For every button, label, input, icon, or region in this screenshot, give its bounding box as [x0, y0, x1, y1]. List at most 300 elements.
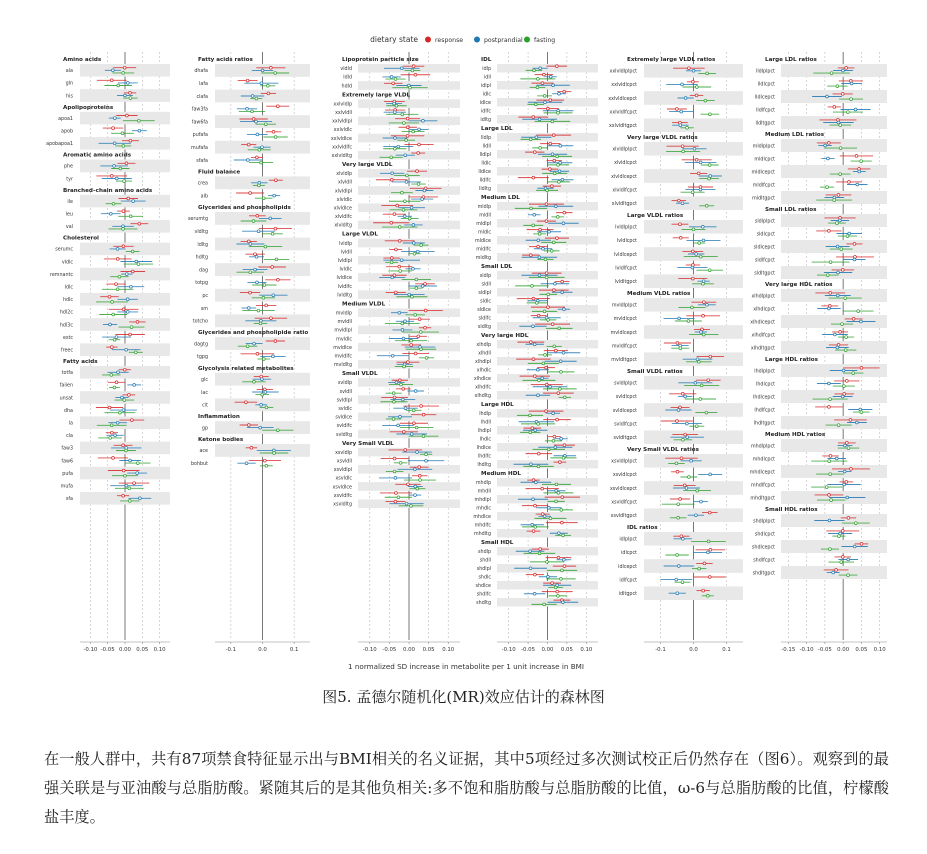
estimate-point-response [549, 142, 552, 145]
estimate-point-fasting [401, 113, 404, 116]
estimate-point-postprandial [256, 281, 259, 284]
row-label: xxlvldltgpct [608, 124, 637, 129]
row-band [781, 416, 887, 429]
estimate-point-fasting [840, 248, 843, 251]
x-tick-label: 0.1 [289, 647, 299, 653]
row-label: remnantc [49, 272, 73, 278]
row-band [497, 426, 598, 435]
row-label: xsvldltg [333, 502, 352, 508]
estimate-point-fasting [390, 156, 393, 159]
estimate-point-fasting [830, 499, 833, 502]
estimate-point-response [108, 406, 111, 409]
estimate-point-postprandial [847, 558, 850, 561]
row-label: xlhdlfc [475, 385, 491, 391]
estimate-point-postprandial [681, 83, 684, 86]
estimate-point-response [393, 457, 396, 460]
forest-column-3 [331, 52, 460, 653]
row-label: lhdlcpct [756, 382, 775, 388]
estimate-point-postprandial [684, 97, 687, 100]
estimate-point-postprandial [677, 409, 680, 412]
estimate-point-postprandial [554, 446, 557, 449]
estimate-point-fasting [392, 418, 395, 421]
row-label: shdlfc [476, 592, 491, 598]
estimate-point-response [402, 387, 405, 390]
estimate-point-response [545, 272, 548, 275]
estimate-point-response [563, 565, 566, 568]
legend-swatch-response [425, 37, 431, 43]
row-label: lhdltg [477, 463, 491, 469]
legend-label-postprandial: postprandial [484, 37, 523, 44]
estimate-point-response [835, 569, 838, 572]
legend-swatch-fasting [524, 37, 530, 43]
estimate-point-response [390, 257, 393, 260]
estimate-point-fasting [557, 111, 560, 114]
estimate-point-response [829, 292, 832, 295]
estimate-point-postprandial [681, 202, 684, 205]
estimate-point-postprandial [535, 136, 538, 139]
estimate-point-postprandial [561, 291, 564, 294]
row-label: sldlp [479, 274, 491, 280]
estimate-point-fasting [408, 217, 411, 220]
row-label: la [68, 421, 73, 427]
estimate-point-fasting [698, 242, 701, 245]
estimate-point-fasting [554, 586, 557, 589]
estimate-point-postprandial [414, 494, 417, 497]
row-label: svldll [339, 389, 352, 395]
estimate-point-response [703, 562, 706, 565]
row-band [358, 169, 460, 178]
panel-title: Large LDL ratios [765, 57, 817, 63]
estimate-point-postprandial [694, 514, 697, 517]
estimate-point-response [677, 199, 680, 202]
estimate-point-fasting [829, 261, 832, 264]
row-label: lldlcepct [754, 95, 775, 101]
estimate-point-response [418, 318, 421, 321]
estimate-point-fasting [677, 516, 680, 519]
estimate-point-fasting [557, 491, 560, 494]
estimate-point-postprandial [679, 124, 682, 127]
estimate-point-postprandial [842, 369, 845, 372]
estimate-point-fasting [687, 476, 690, 479]
estimate-point-fasting [675, 462, 678, 465]
estimate-point-postprandial [699, 161, 702, 164]
x-tick-label: 0.05 [422, 647, 435, 653]
estimate-point-fasting [262, 358, 265, 361]
estimate-point-response [274, 340, 277, 343]
estimate-point-fasting [537, 465, 540, 468]
row-label: lafa [199, 82, 208, 87]
estimate-point-response [555, 65, 558, 68]
estimate-point-postprandial [835, 457, 838, 460]
estimate-point-fasting [110, 374, 113, 377]
estimate-point-fasting [122, 145, 125, 148]
row-label: shdltg [476, 601, 491, 607]
estimate-point-postprandial [394, 477, 397, 480]
row-label: xsvldlcpct [612, 473, 637, 479]
row-label: bohbut [191, 462, 208, 467]
estimate-point-fasting [531, 284, 534, 287]
estimate-point-postprandial [543, 515, 546, 518]
estimate-point-fasting [397, 496, 400, 499]
estimate-point-postprandial [549, 385, 552, 388]
estimate-point-postprandial [404, 407, 407, 410]
estimate-point-response [546, 107, 549, 110]
estimate-point-fasting [136, 462, 139, 465]
row-label: xxlvldlcepct [608, 96, 637, 102]
row-label: xsvldlc [335, 476, 352, 482]
estimate-point-response [276, 278, 279, 281]
estimate-point-response [247, 143, 250, 146]
estimate-point-postprandial [836, 245, 839, 248]
row-label: ldlc [64, 285, 73, 291]
row-label: lvldlcepct [613, 252, 637, 258]
row-label: lldlfc [479, 178, 491, 184]
estimate-point-response [681, 392, 684, 395]
estimate-point-fasting [833, 199, 836, 202]
estimate-point-fasting [257, 184, 260, 187]
estimate-point-postprandial [423, 189, 426, 192]
row-label: sldlpl [478, 291, 491, 297]
estimate-point-postprandial [398, 311, 401, 314]
estimate-point-fasting [698, 567, 701, 570]
row-label: shdltgpct [752, 571, 775, 577]
estimate-point-fasting [416, 487, 419, 490]
estimate-point-fasting [679, 347, 682, 350]
estimate-point-fasting [420, 348, 423, 351]
estimate-point-fasting [696, 489, 699, 492]
row-label: lvldlpl [337, 259, 352, 264]
estimate-point-postprandial [709, 473, 712, 476]
estimate-point-response [551, 582, 554, 585]
estimate-point-postprandial [397, 424, 400, 427]
estimate-point-postprandial [691, 266, 694, 269]
row-label: mldlplpct [752, 144, 775, 150]
estimate-point-response [412, 422, 415, 425]
row-label: lldlp [480, 136, 491, 142]
estimate-point-response [828, 406, 831, 409]
estimate-point-fasting [838, 535, 841, 538]
estimate-point-postprandial [399, 415, 402, 418]
estimate-point-postprandial [850, 82, 853, 85]
panel-title: Large HDL [481, 402, 514, 408]
row-band [497, 598, 598, 607]
estimate-point-fasting [705, 204, 708, 207]
row-label: svldlcepct [612, 408, 637, 414]
row-label: totcho [192, 319, 208, 325]
estimate-point-fasting [551, 120, 554, 123]
row-label: svldlpl [336, 398, 352, 404]
estimate-point-fasting [839, 173, 842, 176]
panel-title: Small VLDL ratios [627, 369, 683, 375]
estimate-point-postprandial [552, 84, 555, 87]
row-label: xlvldltg [334, 223, 352, 229]
estimate-point-response [274, 179, 277, 182]
estimate-point-response [550, 185, 553, 188]
panel-title: Aromatic amino acids [63, 152, 132, 159]
estimate-point-fasting [401, 322, 404, 325]
estimate-point-response [123, 368, 126, 371]
estimate-point-fasting [561, 569, 564, 572]
row-label: xlhdll [478, 351, 491, 357]
row-label: xlvldltgpct [611, 202, 637, 207]
estimate-point-response [691, 277, 694, 280]
estimate-point-postprandial [246, 107, 249, 110]
row-label: xsvldltgpct [610, 514, 637, 519]
estimate-point-postprandial [533, 213, 536, 216]
estimate-point-response [122, 494, 125, 497]
estimate-point-postprandial [401, 398, 404, 401]
estimate-point-fasting [415, 287, 418, 290]
estimate-point-response [827, 230, 830, 233]
panel-title: Medium HDL ratios [765, 432, 826, 438]
estimate-point-response [845, 481, 848, 484]
estimate-point-response [112, 127, 115, 130]
estimate-point-fasting [682, 150, 685, 153]
estimate-point-response [676, 420, 679, 423]
row-label: lhdltgpct [753, 421, 775, 427]
estimate-point-fasting [563, 396, 566, 399]
estimate-point-response [845, 380, 848, 383]
estimate-point-postprandial [122, 409, 125, 412]
estimate-point-response [252, 118, 255, 121]
estimate-point-postprandial [562, 222, 565, 225]
estimate-point-fasting [536, 86, 539, 89]
estimate-point-fasting [265, 406, 268, 409]
panel-title: Medium HDL [481, 471, 521, 477]
estimate-point-fasting [415, 426, 418, 429]
forest-column-1 [46, 52, 170, 653]
row-label: mhdltgpct [750, 496, 775, 502]
estimate-point-fasting [262, 296, 265, 299]
estimate-point-fasting [271, 232, 274, 235]
estimate-point-postprandial [405, 502, 408, 505]
estimate-point-fasting [846, 235, 849, 238]
estimate-point-fasting [419, 331, 422, 334]
estimate-point-response [398, 379, 401, 382]
estimate-point-fasting [401, 191, 404, 194]
estimate-point-response [395, 248, 398, 251]
estimate-point-response [129, 139, 132, 142]
row-label: mhdlpl [474, 498, 491, 504]
row-label: mhdlplpct [750, 444, 775, 450]
row-label: his [66, 94, 73, 100]
row-label: xlhdlc [476, 368, 491, 374]
estimate-point-fasting [116, 288, 119, 291]
row-label: crea [197, 181, 208, 187]
estimate-point-fasting [123, 180, 126, 183]
estimate-point-fasting [708, 164, 711, 167]
estimate-point-postprandial [561, 601, 564, 604]
estimate-point-response [424, 282, 427, 285]
row-label: xlhdlpl [475, 360, 491, 366]
estimate-point-response [560, 521, 563, 524]
estimate-point-fasting [547, 448, 550, 451]
estimate-point-response [860, 543, 863, 546]
figure-caption: 图5. 孟德尔随机化(MR)效应估计的森林图 [322, 688, 605, 706]
x-axis-title: 1 normalized SD increase in metabolite per 1 unit increase in BMI [348, 662, 584, 671]
row-label: lldlfcpct [756, 108, 775, 114]
row-label: sldlce [477, 308, 491, 314]
estimate-point-fasting [532, 224, 535, 227]
row-label: lldll [482, 144, 491, 150]
estimate-point-response [829, 455, 832, 458]
estimate-point-fasting [112, 313, 115, 316]
row-label: mldlpl [476, 222, 491, 228]
row-label: lhdlce [476, 446, 491, 452]
panel-title: Fatty acids ratios [198, 57, 253, 63]
estimate-point-fasting [412, 409, 415, 412]
estimate-point-postprandial [842, 69, 845, 72]
estimate-point-response [853, 243, 856, 246]
estimate-point-response [424, 309, 427, 312]
estimate-point-postprandial [408, 293, 411, 296]
estimate-point-postprandial [858, 170, 861, 173]
estimate-point-response [849, 419, 852, 422]
estimate-point-fasting [555, 483, 558, 486]
panel-title: Large HDL ratios [765, 357, 818, 363]
row-label: mvldlfcpct [611, 344, 637, 350]
panel-title: Glycerides and phospholipids [198, 205, 291, 211]
x-tick-label: 0.05 [136, 647, 149, 653]
row-label: lhdlplpct [754, 369, 775, 375]
panel-title: Fluid balance [198, 169, 241, 176]
row-label: apob [61, 129, 73, 135]
estimate-point-fasting [425, 453, 428, 456]
row-label: mufa [60, 484, 73, 490]
estimate-point-fasting [265, 464, 268, 467]
estimate-point-postprandial [841, 395, 844, 398]
estimate-point-postprandial [832, 571, 835, 574]
estimate-point-postprandial [255, 120, 258, 123]
row-label: idlpl [480, 84, 491, 90]
estimate-point-response [545, 383, 548, 386]
legend-label-fasting: fasting [534, 37, 556, 44]
x-tick-label: 0.00 [837, 647, 850, 653]
row-label: svldlcpct [615, 395, 637, 401]
estimate-point-fasting [844, 349, 847, 352]
estimate-point-fasting [826, 274, 829, 277]
estimate-point-response [407, 483, 410, 486]
row-label: lvldltg [337, 293, 352, 299]
row-label: svldltg [336, 432, 352, 438]
estimate-point-postprandial [124, 94, 127, 97]
estimate-point-response [549, 99, 552, 102]
estimate-point-fasting [128, 487, 131, 490]
estimate-point-response [697, 172, 700, 175]
row-label: xsvldll [336, 459, 352, 465]
row-label: idlc [482, 92, 491, 98]
estimate-point-fasting [529, 431, 532, 434]
estimate-point-postprandial [694, 381, 697, 384]
estimate-point-response [547, 306, 550, 309]
estimate-point-postprandial [391, 354, 394, 357]
row-label: faw6fa [191, 120, 208, 126]
estimate-point-response [256, 214, 259, 217]
estimate-point-fasting [829, 398, 832, 401]
estimate-point-postprandial [410, 206, 413, 209]
estimate-point-fasting [535, 301, 538, 304]
estimate-point-response [418, 474, 421, 477]
estimate-point-fasting [129, 215, 132, 218]
row-label: xlhdlfcpct [751, 333, 775, 339]
estimate-point-fasting [128, 500, 131, 503]
estimate-point-postprandial [416, 250, 419, 253]
estimate-point-fasting [547, 293, 550, 296]
x-tick-label: 0.1 [722, 647, 731, 653]
estimate-point-postprandial [405, 181, 408, 184]
estimate-point-postprandial [848, 232, 851, 235]
estimate-point-fasting [538, 232, 541, 235]
estimate-point-postprandial [272, 294, 275, 297]
panel-title: Small LDL ratios [765, 207, 817, 213]
estimate-point-fasting [393, 470, 396, 473]
estimate-point-fasting [538, 552, 541, 555]
estimate-point-response [532, 479, 535, 482]
row-label: mldlfcpct [752, 183, 775, 189]
estimate-point-response [406, 117, 409, 120]
estimate-point-fasting [134, 351, 137, 354]
estimate-point-postprandial [557, 532, 560, 535]
estimate-point-response [680, 457, 683, 460]
estimate-point-response [272, 130, 275, 133]
estimate-point-response [392, 82, 395, 85]
panel-title: Very Small VLDL [342, 440, 394, 447]
estimate-point-fasting [122, 72, 125, 75]
estimate-point-fasting [550, 249, 553, 252]
row-label: hdl2c [59, 310, 73, 316]
row-label: lldltg [479, 187, 491, 193]
estimate-point-fasting [552, 241, 555, 244]
estimate-point-postprandial [114, 434, 117, 437]
estimate-point-postprandial [404, 320, 407, 323]
estimate-point-postprandial [138, 497, 141, 500]
estimate-point-response [398, 239, 401, 242]
row-label: lldlpl [479, 153, 491, 159]
panel-title: Large LDL [481, 126, 513, 132]
estimate-point-postprandial [413, 468, 416, 471]
estimate-point-response [841, 556, 844, 559]
estimate-point-postprandial [416, 451, 419, 454]
row-label: shdll [479, 558, 491, 564]
estimate-point-fasting [829, 548, 832, 551]
estimate-point-response [412, 65, 415, 68]
x-tick-label: -0.05 [817, 647, 832, 653]
row-label: xxlvldlfcpct [609, 110, 637, 116]
row-label: lvldlc [339, 267, 352, 273]
estimate-point-response [533, 151, 536, 154]
x-tick-label: 0.05 [855, 647, 868, 653]
row-label: dhafa [194, 69, 208, 75]
estimate-point-postprandial [245, 462, 248, 465]
panel-title: IDL [481, 57, 492, 63]
row-label: mvldlpl [334, 328, 352, 334]
estimate-point-response [533, 375, 536, 378]
row-label: idlplpct [619, 537, 637, 543]
estimate-point-response [418, 143, 421, 146]
estimate-point-postprandial [272, 355, 275, 358]
estimate-point-response [561, 496, 564, 499]
row-label: svldlce [335, 415, 352, 421]
estimate-point-response [122, 469, 125, 472]
estimate-point-postprandial [538, 274, 541, 277]
row-label: xlhdlce [473, 377, 491, 383]
estimate-point-postprandial [247, 307, 250, 310]
row-label: dha [63, 408, 73, 414]
row-label: cit [202, 403, 208, 409]
forest-column-5 [608, 52, 743, 653]
estimate-point-postprandial [125, 273, 128, 276]
row-label: xlvldlc [336, 197, 352, 203]
